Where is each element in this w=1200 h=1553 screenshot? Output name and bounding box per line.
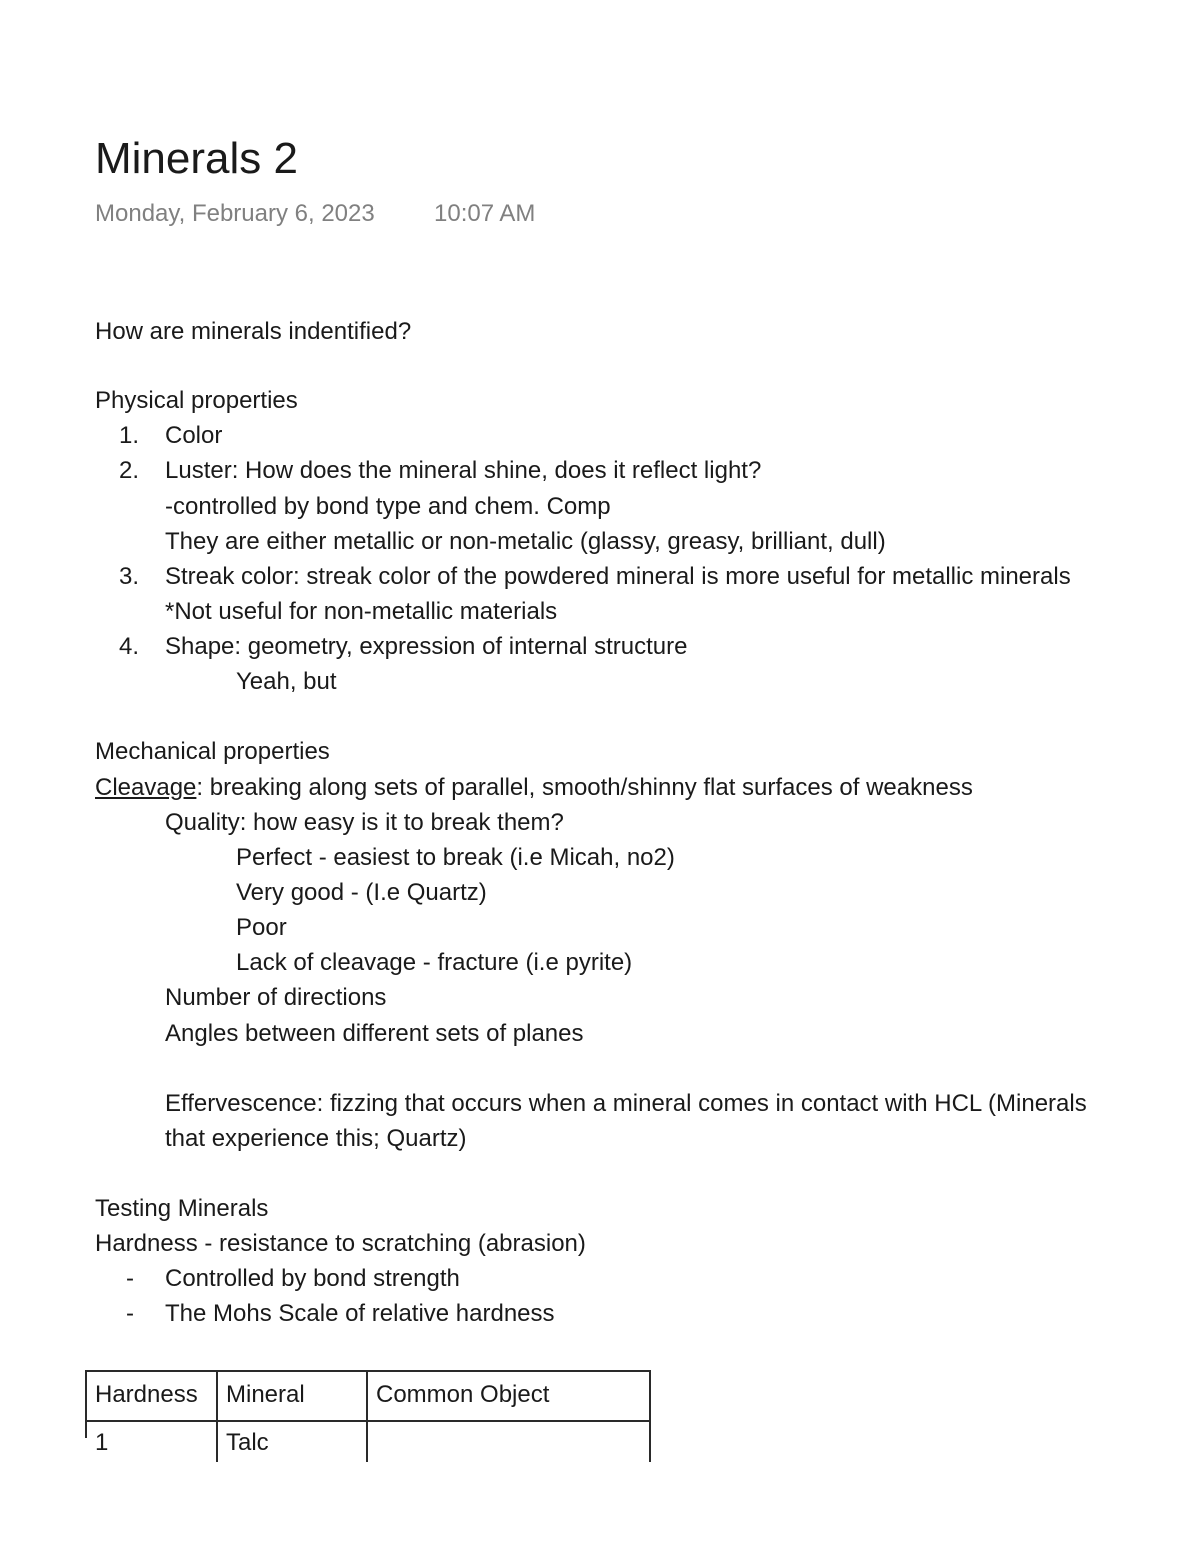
cleavage-grade: Very good - (I.e Quartz) [236,879,487,906]
mohs-table [85,1370,651,1456]
list-number: 1. [118,422,139,449]
table-row [87,1420,651,1462]
list-number: 4. [118,633,139,660]
list-item: Streak color: streak color of the powdered mineral is more useful for metallic minerals [165,563,1071,590]
note-time: 10:07 AM [434,200,536,227]
bullet-mark: - [126,1265,134,1292]
cleavage-grade: Perfect - easiest to break (i.e Micah, no2) [236,844,675,871]
mechanical-heading: Mechanical properties [95,738,330,765]
cleavage-term: Cleavage [95,774,197,801]
list-item: Color [165,422,223,449]
list-item: They are either metallic or non-metalic (glassy, greasy, brilliant, dull) [165,528,886,555]
bullet-mark: - [126,1300,134,1327]
list-item: Shape: geometry, expression of internal structure [165,633,688,660]
page-title: Minerals 2 [95,134,298,183]
list-item: Luster: How does the mineral shine, does it reflect light? [165,457,762,484]
hardness-line: Hardness - resistance to scratching (abrasion) [95,1230,586,1257]
effervescence-line: Effervescence: fizzing that occurs when a mineral comes in contact with HCL (Minerals [165,1090,1087,1117]
cleavage-grade: Lack of cleavage - fracture (i.e pyrite) [236,949,633,976]
bullet-item: The Mohs Scale of relative hardness [165,1300,555,1327]
quality-line: Quality: how easy is it to break them? [165,809,564,836]
effervescence-line: that experience this; Quartz) [165,1125,467,1152]
directions-line: Number of directions [165,984,387,1011]
table-cell: Talc [218,1422,368,1462]
note-date: Monday, February 6, 2023 [95,200,375,227]
list-item: *Not useful for non-metallic materials [165,598,558,625]
table-header-cell: Common Object [368,1372,651,1420]
testing-heading: Testing Minerals [95,1195,269,1222]
cleavage-definition: : breaking along sets of parallel, smooth/shinny flat surfaces of weakness [196,774,973,801]
physical-heading: Physical properties [95,387,298,414]
shape-note: Yeah, but [236,668,337,695]
list-item: -controlled by bond type and chem. Comp [165,493,611,520]
bullet-item: Controlled by bond strength [165,1265,460,1292]
table-header-cell: Mineral [218,1372,368,1420]
list-number: 3. [118,563,139,590]
table-header-row [87,1372,651,1420]
question-line: How are minerals indentified? [95,318,412,345]
table-header-cell: Hardness [87,1372,218,1420]
table-cell: 1 [87,1422,218,1462]
cleavage-grade: Poor [236,914,287,941]
cleavage-line [95,773,973,803]
table-cell [368,1422,651,1462]
angles-line: Angles between different sets of planes [165,1020,584,1047]
list-number: 2. [118,457,139,484]
